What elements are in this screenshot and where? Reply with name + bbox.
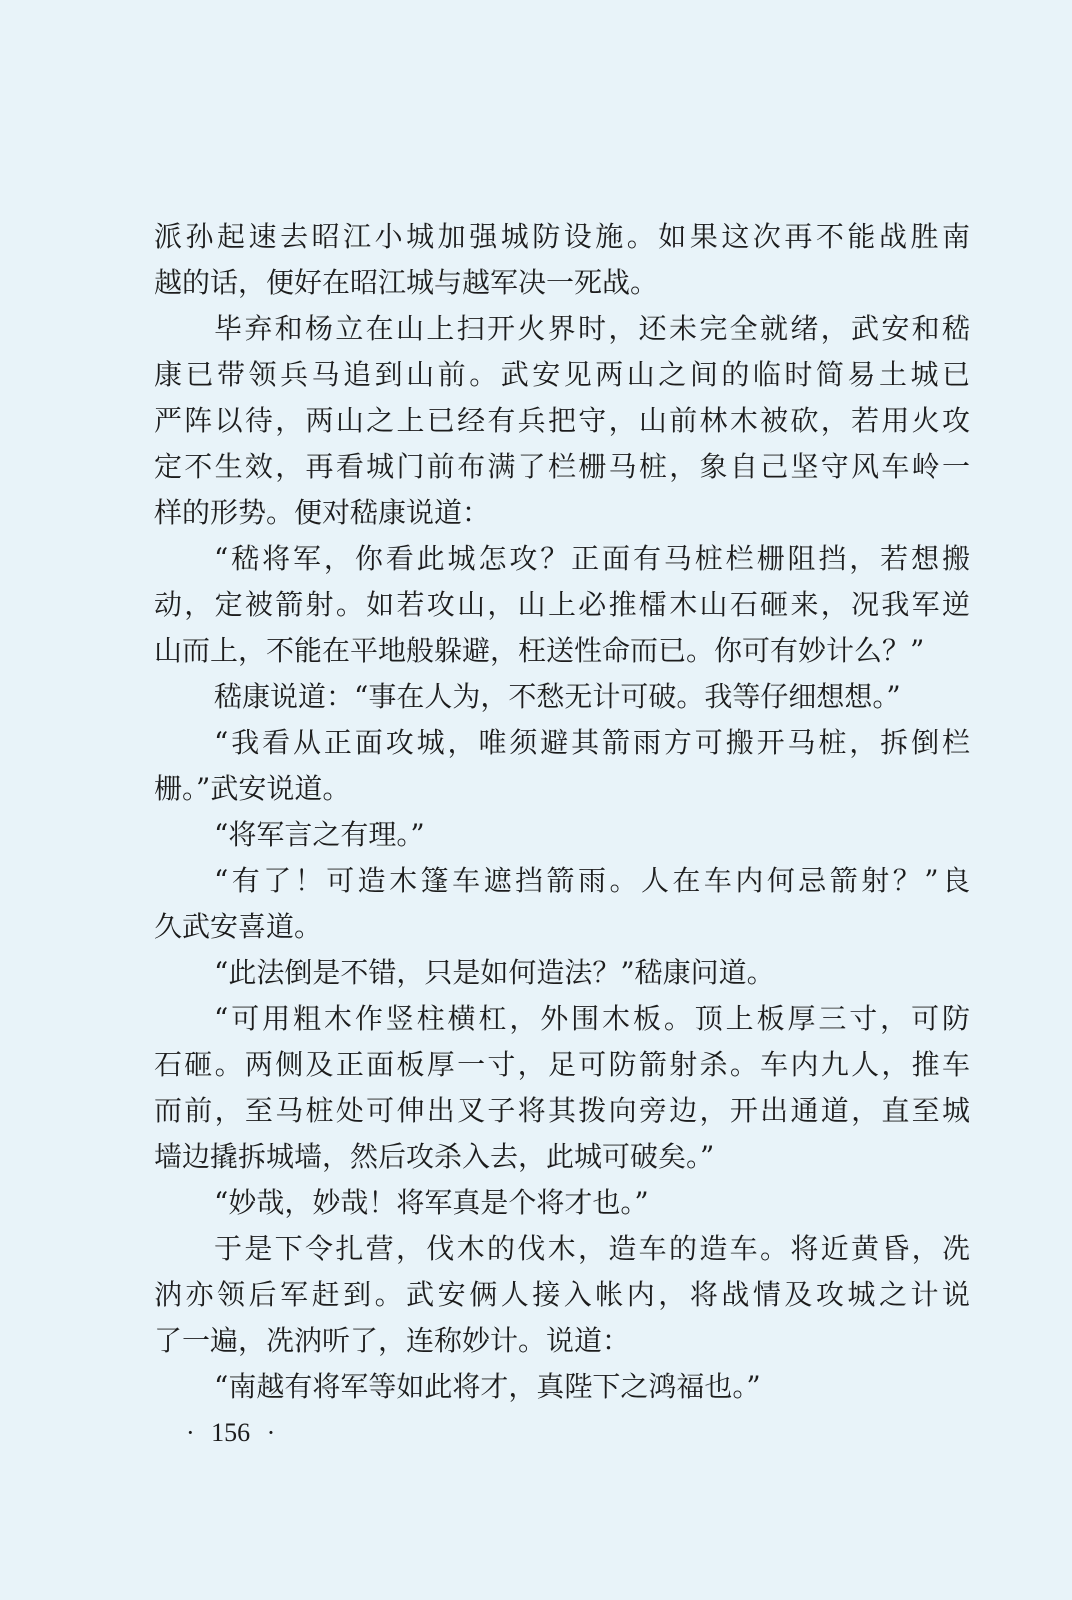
text-line: “南越有将军等如此将才，真陛下之鸿福也。”	[214, 1370, 761, 1403]
text-line: 动，定被箭射。如若攻山，山上必推檑木山石砸来，况我军逆	[154, 588, 970, 621]
page-number: · 156 ·	[186, 1418, 276, 1447]
text-line: 于是下令扎营，伐木的伐木，造车的造车。将近黄昏，冼	[214, 1232, 970, 1265]
paragraph	[154, 720, 970, 812]
text-line: “可用粗木作竖柱横杠，外围木板。顶上板厚三寸，可防	[214, 1002, 970, 1035]
paragraph	[154, 214, 970, 306]
paragraph	[154, 1180, 970, 1226]
text-line: 山而上，不能在平地般躲避，枉送性命而已。你可有妙计么？”	[154, 634, 925, 667]
text-line: 汭亦领后军赶到。武安俩人接入帐内，将战情及攻城之计说	[154, 1278, 970, 1311]
text-line: “有了！可造木篷车遮挡箭雨。人在车内何忌箭射？”良	[214, 864, 970, 897]
text-line: 嵇康说道：“事在人为，不愁无计可破。我等仔细想想。”	[214, 680, 901, 713]
paragraph	[154, 950, 970, 996]
paragraph	[154, 996, 970, 1180]
text-line: 毕弃和杨立在山上扫开火界时，还未完全就绪，武安和嵇	[214, 312, 970, 345]
text-line: 石砸。两侧及正面板厚一寸，足可防箭射杀。车内九人，推车	[154, 1048, 970, 1081]
text-line: 严阵以待，两山之上已经有兵把守，山前林木被砍，若用火攻	[154, 404, 970, 437]
body-text	[154, 214, 970, 1410]
paragraph	[154, 858, 970, 950]
text-line: 了一遍，冼汭听了，连称妙计。说道：	[154, 1324, 631, 1357]
paragraph	[154, 812, 970, 858]
paragraph	[154, 1364, 970, 1410]
text-line: “嵇将军，你看此城怎攻？正面有马桩栏栅阻挡，若想搬	[214, 542, 970, 575]
text-line: “妙哉，妙哉！将军真是个将才也。”	[214, 1186, 649, 1219]
text-line: 而前，至马桩处可伸出叉子将其拨向旁边，开出通道，直至城	[154, 1094, 970, 1127]
paragraph	[154, 306, 970, 536]
text-line: 派孙起速去昭江小城加强城防设施。如果这次再不能战胜南	[154, 220, 970, 253]
text-line: 栅。”武安说道。	[154, 772, 351, 805]
text-line: 定不生效，再看城门前布满了栏栅马桩，象自己坚守风车岭一	[154, 450, 970, 483]
text-line: 久武安喜道。	[154, 910, 323, 943]
text-line: 墙边撬拆城墙，然后攻杀入去，此城可破矣。”	[154, 1140, 715, 1173]
paragraph	[154, 1226, 970, 1364]
text-line: “我看从正面攻城，唯须避其箭雨方可搬开马桩，拆倒栏	[214, 726, 970, 759]
text-line: “此法倒是不错，只是如何造法？”嵇康问道。	[214, 956, 775, 989]
text-line: “将军言之有理。”	[214, 818, 425, 851]
text-line: 样的形势。便对嵇康说道：	[154, 496, 491, 529]
paragraph	[154, 674, 970, 720]
text-line: 越的话，便好在昭江城与越军决一死战。	[154, 266, 659, 299]
paragraph	[154, 536, 970, 674]
text-line: 康已带领兵马追到山前。武安见两山之间的临时简易土城已	[154, 358, 970, 391]
